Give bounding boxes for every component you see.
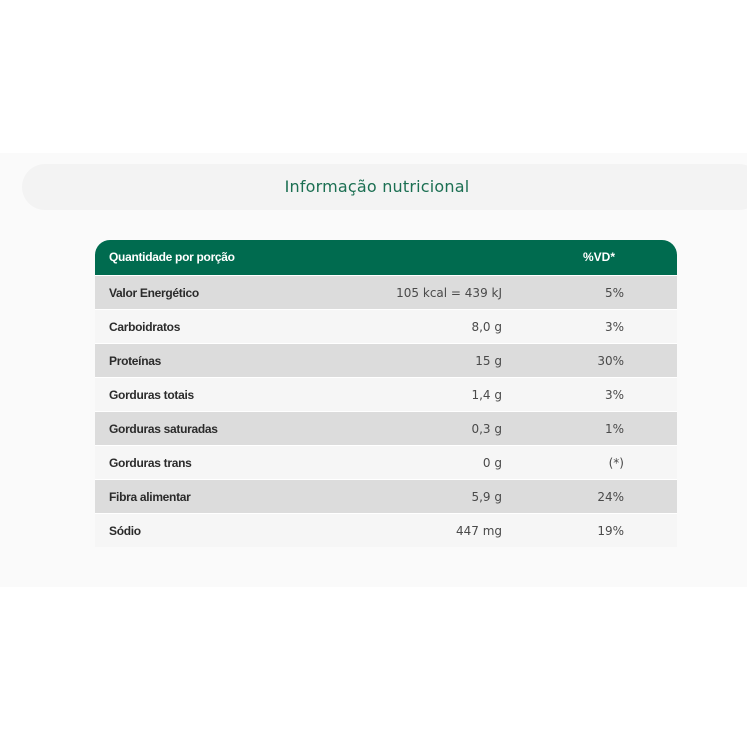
nutrient-vd: 3% [604,320,624,334]
nutrient-name: Proteínas [109,354,161,368]
nutrient-name: Carboidratos [109,320,181,334]
nutrient-name: Gorduras saturadas [109,422,218,436]
nutrient-amount: 0,3 g [471,422,502,436]
table-row [95,445,677,479]
table-row [95,309,677,343]
header-vd-label: %VD* [583,250,616,264]
nutrient-amount: 105 kcal = 439 kJ [396,286,502,300]
nutrient-name: Gorduras trans [109,456,192,470]
nutrient-amount: 5,9 g [471,490,502,504]
table-header [95,240,677,275]
nutrient-name: Fibra alimentar [109,490,191,504]
table-row [95,275,677,309]
nutrient-vd: 5% [604,286,624,300]
nutrient-amount: 0 g [482,456,502,470]
nutrient-name: Sódio [109,524,141,538]
nutrient-vd: 1% [604,422,624,436]
nutrient-name: Gorduras totais [109,388,194,402]
nutrition-table [95,240,677,547]
nutrient-vd: 19% [597,524,624,538]
header-serving-label: Quantidade por porção [109,250,235,264]
nutrient-amount: 8,0 g [471,320,502,334]
nutrient-amount: 15 g [475,354,502,368]
nutrient-name: Valor Energético [109,286,199,300]
table-row [95,343,677,377]
nutrient-vd: 3% [604,388,624,402]
table-row [95,411,677,445]
nutrient-amount: 1,4 g [471,388,502,402]
nutrient-vd: 24% [597,490,624,504]
table-row [95,479,677,513]
table-row [95,377,677,411]
section-title: Informação nutricional [284,177,470,196]
nutrient-vd: 30% [597,354,624,368]
nutrient-amount: 447 mg [455,524,502,538]
nutrient-vd: (*) [608,456,624,470]
table-row [95,513,677,547]
